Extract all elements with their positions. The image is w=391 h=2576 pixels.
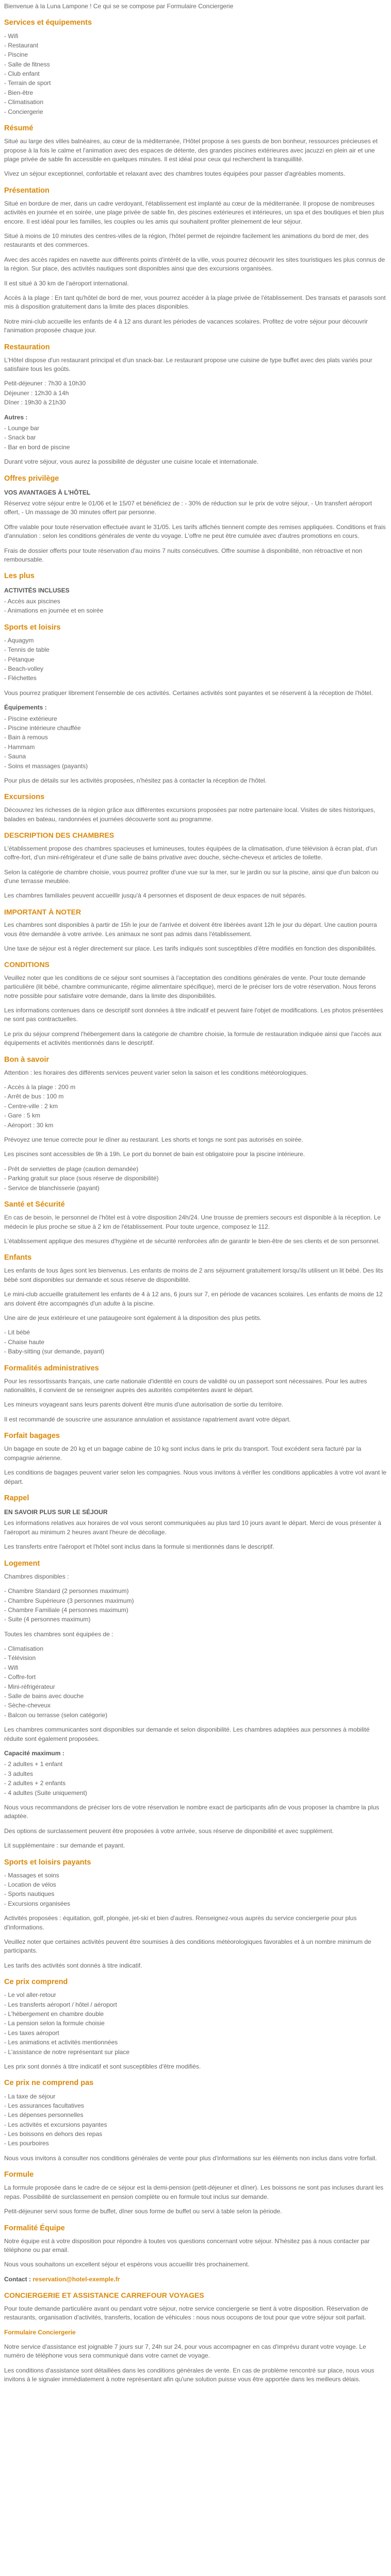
list-item: - Salle de fitness: [4, 60, 387, 69]
list-item: - Wifi: [4, 32, 387, 41]
list-item: - L'hébergement en chambre double: [4, 2010, 387, 2019]
paragraph: Les mineurs voyageant sans leurs parents doivent être munis d'une autorisation de sortie du territoire.: [4, 1401, 284, 1409]
paragraph: Nous vous invitons à consulter nos conditions générales de vente pour plus d'informations sur les éléments non inclus dans votre forfait.: [4, 2154, 377, 2162]
paragraph: Les chambres sont disponibles à partir de 15h le jour de l'arrivée et doivent être libérées avant 12h le jour du départ. Une caution pourra vous être demandée à votre arrivée. Les animaux ne sont pas admis dans l'établissement.: [4, 921, 377, 938]
list-item: Déjeuner : 12h30 à 14h: [4, 389, 69, 397]
paragraph: L'établissement propose des chambres spacieuses et lumineuses, toutes équipées de la climatisation, d'une télévision à écran plat, d'un coffre-fort, d'un mini-réfrigérateur et d'une salle de bains privative avec douche, sèche-cheveux et articles de toilette.: [4, 844, 378, 861]
list-item: - Chambre Supérieure (3 personnes maximum): [4, 1597, 387, 1605]
paragraph: Le prix du séjour comprend l'hébergement dans la catégorie de chambre choisie, la formule de restauration indiquée ainsi que l'accès aux équipements et activités mentionnés dans le descriptif.: [4, 1030, 382, 1047]
paragraph: En cas de besoin, le personnel de l'hôtel est à votre disposition 24h/24. Une trousse de premiers secours est disponible à la réception. Le médecin le plus proche se situe à 2 km de l'établissement. Pour toute urgence, composez le 112.: [4, 1214, 381, 1230]
paragraph: Notre équipe est à votre disposition pour répondre à toutes vos questions concernant votre séjour. N'hésitez pas à nous contacter par téléphone ou par email.: [4, 2237, 370, 2254]
section-title-restauration: Restauration: [4, 343, 50, 351]
list-item: - Fléchettes: [4, 674, 387, 683]
paragraph: Les transferts entre l'aéroport et l'hôtel sont inclus dans la formule si mentionnés dans le descriptif.: [4, 1543, 274, 1551]
list-item: - Aquagym: [4, 636, 387, 645]
paragraph: Pour toute demande particulière avant ou pendant votre séjour, notre service conciergerie se tient à votre disposition. Réservation de restaurants, organisation d'activités, transferts, location de véhicules : nous nous occupons de tout pour que votre séjour soit parfait.: [4, 2304, 368, 2321]
list-item: - Massages et soins: [4, 1871, 387, 1880]
list-item: Petit-déjeuner : 7h30 à 10h30: [4, 380, 86, 387]
paragraph: Vous pourrez pratiquer librement l'ensemble de ces activités. Certaines activités sont payantes et se réservent à la réception de l'hôtel.: [4, 689, 373, 697]
paragraph: Petit-déjeuner servi sous forme de buffet, dîner sous forme de buffet ou servi à table selon la période.: [4, 2208, 282, 2215]
section-title-offres: Offres privilège: [4, 474, 59, 483]
section-title-conditions: CONDITIONS: [4, 960, 50, 969]
paragraph: Accès à la plage : En tant qu'hôtel de bord de mer, vous pourrez accéder à la plage privée de l'établissement. Des transats et parasols sont mis à disposition gratuitement dans la limite des places disponibles.: [4, 294, 386, 311]
paragraph: Des options de surclassement peuvent être proposées à votre arrivée, sous réserve de disponibilité et avec supplément.: [4, 1827, 334, 1835]
list-item: - Conciergerie: [4, 108, 387, 116]
paragraph: Frais de dossier offerts pour toute réservation d'au moins 7 nuits consécutives. Offre soumise à disponibilité, non rétroactive et non remboursable.: [4, 547, 363, 564]
list-item: - Accès aux piscines: [4, 597, 387, 606]
section-title-presentation: Présentation: [4, 186, 50, 195]
list-item: - Soins et massages (payants): [4, 762, 387, 771]
subheading: Autres :: [4, 413, 28, 421]
paragraph: Notre service d'assistance est joignable 7 jours sur 7, 24h sur 24, pour vous accompagner en cas d'imprévu durant votre voyage. Le numéro de téléphone vous sera communiqué dans votre carnet de voyage.: [4, 2343, 366, 2360]
paragraph: Durant votre séjour, vous aurez la possibilité de déguster une cuisine locale et internationale.: [4, 458, 258, 466]
list-item: - Lounge bar: [4, 424, 387, 433]
kids-equipment-list: [4, 1328, 387, 1356]
subheading: EN SAVOIR PLUS SUR LE SÉJOUR: [4, 1509, 108, 1516]
restaurants-list: [4, 424, 387, 452]
distances-list: [4, 1083, 387, 1130]
paragraph: Situé en bordure de mer, dans un cadre verdoyant, l'établissement est implanté au cœur de la méditerranée. Il propose de nombreuses activités en journée et en soirée, une plage privée de sable fin, des piscines extérieures et intérieures, un spa et des boutiques et bien plus encore. Il est idéal pour les familles, les couples ou les amis qui souhaitent profiter pleinement de leur séjour.: [4, 199, 384, 225]
paragraph: Une taxe de séjour est à régler directement sur place. Les tarifs indiqués sont susceptibles d'être modifiés en fonction des disponibilités.: [4, 944, 377, 952]
contact-line: [4, 2275, 387, 2284]
paragraph: Il est situé à 30 km de l'aéroport international.: [4, 279, 129, 287]
paragraph: Les prix sont donnés à titre indicatif et sont susceptibles d'être modifiés.: [4, 2063, 201, 2070]
list-item: - Animations en journée et en soirée: [4, 606, 387, 615]
list-item: - Gare : 5 km: [4, 1111, 387, 1120]
list-item: - Chaise haute: [4, 1338, 387, 1347]
list-item: - Prêt de serviettes de plage (caution demandée): [4, 1165, 387, 1174]
equipment-list: [4, 715, 387, 771]
section-title-forfait-bagages: Forfait bagages: [4, 1432, 60, 1440]
paragraph: Veuillez noter que les conditions de ce séjour sont soumises à l'acceptation des conditions générales de vente. Pour toute demande particulière (lit bébé, chambre communicante, régime alimentaire spécifique), merci de le préciser lors de votre réservation. Nous ferons notre possible pour satisfaire votre demande, dans la limite des disponibilités.: [4, 974, 376, 999]
list-item: - Pétanque: [4, 655, 387, 664]
paragraph: Veuillez noter que certaines activités peuvent être soumises à des conditions météorologiques favorables et à un nombre minimum de participants.: [4, 1938, 371, 1955]
paragraph: Les informations relatives aux horaires de vol vous seront communiquées au plus tard 10 jours avant le départ. Merci de vous présenter à l'aéroport au minimum 2 heures avant l'heure de décollage.: [4, 1519, 382, 1536]
section-title-prix-comprend: Ce prix comprend: [4, 1978, 68, 1987]
list-item: - 2 adultes + 1 enfant: [4, 1760, 387, 1769]
list-item: - Les pourboires: [4, 2139, 387, 2148]
section-title-sports: Sports et loisirs: [4, 623, 61, 632]
list-item: - Mini-réfrigérateur: [4, 1683, 387, 1691]
paragraph: Lit supplémentaire : sur demande et payant.: [4, 1842, 125, 1850]
section-title-prix-exclus: Ce prix ne comprend pas: [4, 2079, 94, 2088]
paragraph: Les chambres familiales peuvent accueillir jusqu'à 4 personnes et disposent de deux espaces de nuit séparés.: [4, 892, 306, 900]
section-title-excursions: Excursions: [4, 793, 45, 802]
services-extra-list: [4, 1165, 387, 1193]
list-item: - Tennis de table: [4, 646, 387, 654]
paragraph: Les enfants de tous âges sont les bienvenus. Les enfants de moins de 2 ans séjournent gratuitement lorsqu'ils utilisent un lit bébé. Des lits bébé sont disponibles sur demande et sous réserve de disponibilité.: [4, 1267, 383, 1283]
list-item: - Beach-volley: [4, 665, 387, 673]
paragraph: Les chambres communicantes sont disponibles sur demande et selon disponibilité. Les chambres adaptées aux personnes à mobilité réduite sont également proposées.: [4, 1726, 370, 1742]
included-list: [4, 597, 387, 616]
paragraph: Notre mini-club accueille les enfants de 4 à 12 ans durant les périodes de vacances scolaires. Profitez de votre séjour pour découvrir l'animation proposée chaque jour.: [4, 317, 368, 334]
section-title-formule: Formule: [4, 2171, 34, 2179]
list-item: - Les animations et activités mentionnées: [4, 2038, 387, 2047]
contact-label: Contact :: [4, 2275, 31, 2283]
list-item: - Hammam: [4, 743, 387, 752]
subheading: ACTIVITÉS INCLUSES: [4, 586, 70, 594]
list-item: - Wifi: [4, 1664, 387, 1672]
paragraph: Prévoyez une tenue correcte pour le dîner au restaurant. Les shorts et tongs ne sont pas autorisés en soirée.: [4, 1136, 303, 1144]
paragraph: L'établissement applique des mesures d'hygiène et de sécurité renforcées afin de garantir le bien-être de ses clients et de son personnel.: [4, 1237, 380, 1245]
list-item: - Les transferts aéroport / hôtel / aéroport: [4, 2001, 387, 2009]
list-item: - 2 adultes + 2 enfants: [4, 1779, 387, 1788]
subheading: VOS AVANTAGES À L'HÔTEL: [4, 488, 91, 496]
list-item: - Chambre Standard (2 personnes maximum): [4, 1587, 387, 1596]
list-item: - Bar en bord de piscine: [4, 443, 387, 452]
list-item: - Location de vélos: [4, 1880, 387, 1889]
list-item: - Excursions organisées: [4, 1900, 387, 1908]
list-item: - Chambre Familiale (4 personnes maximum): [4, 1606, 387, 1615]
list-item: - Piscine: [4, 50, 387, 59]
list-item: - Centre-ville : 2 km: [4, 1102, 387, 1111]
paragraph: Situé à moins de 10 minutes des centres-villes de la région, l'hôtel permet de rejoindre facilement les animations du bord de mer, des restaurants et des commerces.: [4, 232, 369, 249]
paragraph: Le mini-club accueille gratuitement les enfants de 4 à 12 ans, 6 jours sur 7, en période de vacances scolaires. Les enfants de moins de 12 ans doivent être accompagnés d'un adulte à la piscine.: [4, 1291, 383, 1307]
paragraph: Situé au large des villes balnéaires, au cœur de la méditerranée, l'Hôtel propose à ses guests de bon bonheur, ressources précieuses et propose à la fois le calme et l'animation avec des espaces de détente, des grandes piscines extérieures avec jacuzzi en plein air et une plage privée de sable fin accessible en quelques minutes. Il est idéal pour ceux qui recherchent la tranquillité.: [4, 138, 378, 163]
list-item: - Les taxes aéroport: [4, 2029, 387, 2038]
list-item: - Service de blanchisserie (payant): [4, 1184, 387, 1193]
paragraph: La formule proposée dans le cadre de ce séjour est la demi-pension (petit-déjeuner et dîner). Les boissons ne sont pas incluses durant les repas. Possibilité de surclassement en pension complète ou en formule tout inclus sur demande.: [4, 2184, 384, 2200]
list-item: - Aéroport : 30 km: [4, 1121, 387, 1130]
list-item: - Le vol aller-retour: [4, 1991, 387, 1999]
paragraph: Les informations contenues dans ce descriptif sont données à titre indicatif et peuvent faire l'objet de modifications. Les photos présentées ne sont pas contractuelles.: [4, 1007, 383, 1023]
list-item: - Coffre-fort: [4, 1673, 387, 1682]
paragraph: Chambres disponibles :: [4, 1572, 69, 1580]
section-title-formalite-equipe: Formalité Équipe: [4, 2224, 65, 2232]
section-title-bon-a-savoir: Bon à savoir: [4, 1055, 50, 1064]
contact-email-link[interactable]: reservation@hotel-exemple.fr: [32, 2275, 120, 2283]
paragraph: Avec des accès rapides en navette aux différents points d'intérêt de la ville, vous pourrez découvrir les sites touristiques les plus connus de la région. Sur place, des activités nautiques sont disponibles ainsi que des excursions organisées.: [4, 256, 385, 273]
meal-times-list: [4, 379, 387, 407]
list-item: - Climatisation: [4, 98, 387, 107]
room-equipment-list: [4, 1645, 387, 1720]
section-title-enfants: Enfants: [4, 1253, 32, 1262]
paragraph: Les piscines sont accessibles de 9h à 19h. Le port du bonnet de bain est obligatoire pour la piscine intérieure.: [4, 1150, 305, 1158]
capacity-list: [4, 1760, 387, 1798]
section-title-sports-payants: Sports et loisirs payants: [4, 1858, 91, 1867]
paragraph: Les tarifs des activités sont donnés à titre indicatif.: [4, 1961, 142, 1969]
paragraph: Selon la catégorie de chambre choisie, vous pourrez profiter d'une vue sur la mer, sur le jardin ou sur la piscine, ainsi que d'un balcon ou d'une terrasse meublée.: [4, 868, 379, 885]
section-title-sante: Santé et Sécurité: [4, 1200, 65, 1209]
sports-list: [4, 636, 387, 683]
paragraph: Toutes les chambres sont équipées de :: [4, 1630, 113, 1638]
paragraph: Réservez votre séjour entre le 01/06 et le 15/07 et bénéficiez de : - 30% de réduction sur le prix de votre séjour, - Un transfert aéroport offert, - Un massage de 30 minutes offert par personne.: [4, 500, 372, 516]
list-item: - Suite (4 personnes maximum): [4, 1615, 387, 1624]
list-item: - Bien-être: [4, 89, 387, 97]
list-item: - La pension selon la formule choisie: [4, 2019, 387, 2028]
list-item: - Arrêt de bus : 100 m: [4, 1092, 387, 1101]
section-title-description: DESCRIPTION DES CHAMBRES: [4, 831, 115, 840]
paragraph: Nous vous souhaitons un excellent séjour et espérons vous accueillir très prochainement.: [4, 2261, 250, 2268]
paragraph: L'Hôtel dispose d'un restaurant principal et d'un snack-bar. Le restaurant propose une cuisine de type buffet avec des plats variés pour satisfaire tous les goûts.: [4, 356, 372, 373]
paid-activities-list: [4, 1871, 387, 1909]
subheading: Équipements :: [4, 704, 47, 711]
list-item: - Bain à remous: [4, 733, 387, 742]
list-item: - Sauna: [4, 752, 387, 761]
list-item: - Club enfant: [4, 70, 387, 78]
list-item: - 3 adultes: [4, 1770, 387, 1778]
list-item: - L'assistance de notre représentant sur place: [4, 2048, 387, 2057]
list-item: - Les assurances facultatives: [4, 2102, 387, 2110]
paragraph: Pour les ressortissants français, une carte nationale d'identité en cours de validité ou un passeport sont nécessaires. Pour les autres nationalités, il convient de se renseigner auprès des autorités compétentes avant le départ.: [4, 1377, 367, 1394]
list-item: - Piscine extérieure: [4, 715, 387, 723]
paragraph: Activités proposées : équitation, golf, plongée, jet-ski et bien d'autres. Renseignez-vous auprès du service conciergerie pour plus d'informations.: [4, 1914, 357, 1931]
conciergerie-link-line: [4, 2328, 387, 2337]
paragraph: Les conditions de bagages peuvent varier selon les compagnies. Nous vous invitons à vérifier les conditions applicables à votre vol avant le départ.: [4, 1469, 387, 1485]
section-title-conciergerie: CONCIERGERIE ET ASSISTANCE CARREFOUR VOYAGES: [4, 2291, 204, 2300]
list-item: - Lit bébé: [4, 1328, 387, 1337]
intro-text: Bienvenue à la Luna Lampone ! Ce qui se se compose par Formulaire Conciergerie: [4, 3, 234, 10]
paragraph: Pour plus de détails sur les activités proposées, n'hésitez pas à contacter la réception de l'hôtel.: [4, 776, 267, 784]
section-title-les-plus: Les plus: [4, 572, 35, 581]
list-item: - Restaurant: [4, 41, 387, 50]
list-item: - Sèche-cheveux: [4, 1701, 387, 1710]
list-item: - La taxe de séjour: [4, 2092, 387, 2101]
list-item: - Accès à la plage : 200 m: [4, 1083, 387, 1092]
paragraph: Une aire de jeux extérieure et une pataugeoire sont également à la disposition des plus petits.: [4, 1314, 262, 1321]
section-title-services: Services et équipements: [4, 19, 92, 27]
list-item: - 4 adultes (Suite uniquement): [4, 1789, 387, 1798]
list-item: - Balcon ou terrasse (selon catégorie): [4, 1711, 387, 1720]
list-item: - Terrain de sport: [4, 79, 387, 88]
paragraph: Il est recommandé de souscrire une assurance annulation et assistance rapatriement avant votre départ.: [4, 1415, 291, 1423]
list-item: - Télévision: [4, 1654, 387, 1663]
section-title-rappel: Rappel: [4, 1494, 29, 1502]
section-title-formalites: Formalités administratives: [4, 1364, 99, 1372]
list-item: - Parking gratuit sur place (sous réserve de disponibilité): [4, 1174, 387, 1183]
price-excludes-list: [4, 2092, 387, 2148]
list-item: - Sports nautiques: [4, 1890, 387, 1899]
paragraph: Un bagage en soute de 20 kg et un bagage cabine de 10 kg sont inclus dans le prix du transport. Tout excédent sera facturé par la compagnie aérienne.: [4, 1445, 362, 1462]
list-item: - Salle de bains avec douche: [4, 1692, 387, 1701]
paragraph: Attention : les horaires des différents services peuvent varier selon la saison et les conditions météorologiques.: [4, 1069, 308, 1076]
section-title-logement: Logement: [4, 1559, 40, 1568]
subheading: Capacité maximum :: [4, 1749, 64, 1757]
list-item: - Climatisation: [4, 1645, 387, 1653]
list-item: - Les boissons en dehors des repas: [4, 2130, 387, 2139]
conciergerie-form-link[interactable]: Formulaire Conciergerie: [4, 2328, 76, 2336]
list-item: - Les dépenses personnelles: [4, 2111, 387, 2120]
paragraph: Découvrez les richesses de la région grâce aux différentes excursions proposées par notre partenaire local. Visites de sites historiques, balades en bateau, randonnées et journées découverte sont au programme.: [4, 806, 376, 823]
rooms-list: [4, 1587, 387, 1624]
paragraph: Nous vous recommandons de préciser lors de votre réservation le nombre exact de participants afin de vous proposer la chambre la plus adaptée.: [4, 1803, 380, 1820]
services-list: [4, 32, 387, 117]
list-item: Dîner : 19h30 à 21h30: [4, 399, 66, 406]
price-includes-list: [4, 1991, 387, 2057]
list-item: - Baby-sitting (sur demande, payant): [4, 1347, 387, 1356]
section-title-important: IMPORTANT À NOTER: [4, 907, 82, 916]
list-item: - Piscine intérieure chauffée: [4, 724, 387, 733]
list-item: - Snack bar: [4, 433, 387, 442]
paragraph: Les conditions d'assistance sont détaillées dans les conditions générales de vente. En cas de problème rencontré sur place, nous vous invitons à le signaler immédiatement à notre représentant afin qu'une solution puisse vous être apportée dans les meilleurs délais.: [4, 2366, 374, 2383]
paragraph: Offre valable pour toute réservation effectuée avant le 31/05. Les tarifs affichés tiennent compte des remises appliquées. Conditions et frais d'annulation : selon les conditions générales de vente du voyage. L'offre ne peut être cumulée avec d'autres promotions en cours.: [4, 523, 386, 540]
list-item: - Les activités et excursions payantes: [4, 2121, 387, 2129]
paragraph: Vivez un séjour exceptionnel, confortable et relaxant avec des chambres toutes équipées pour passer d'agréables moments.: [4, 170, 346, 178]
section-title-resume: Résumé: [4, 124, 34, 133]
